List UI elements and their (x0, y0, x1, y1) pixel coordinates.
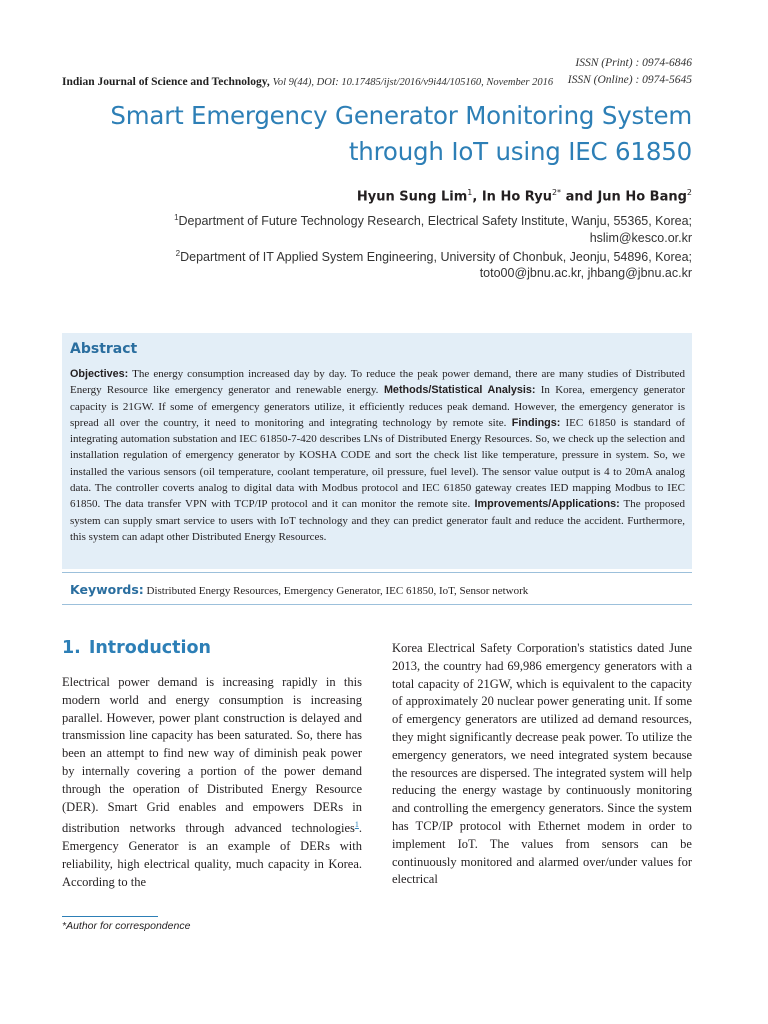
section-title: Introduction (88, 638, 212, 658)
intro-paragraph-cont: . Emergency Generator is an example of DERs with reliability, high electrical quality, much capacity in Korea. According to the (62, 821, 362, 889)
section-number: 1. (62, 638, 81, 658)
author-name: In Ho Ryu (481, 189, 552, 205)
keywords-top-rule (62, 572, 692, 573)
journal-meta: Vol 9(44), DOI: 10.17485/ijst/2016/v9i44/105160, November 2016 (272, 77, 554, 88)
affiliation-2-email: toto00@jbnu.ac.kr, jhbang@jbnu.ac.kr (479, 266, 692, 280)
author-name: Hyun Sung Lim (356, 189, 468, 205)
abstract-body (70, 366, 685, 545)
author-separator: , (472, 189, 482, 205)
abstract-objectives-text: The energy consumption increased day by day. To reduce the peak power demand, there are many studies of Distributed Energy Resource like emergency generator and renewable energy. (70, 368, 685, 397)
affiliation-1-email: hslim@kesco.or.kr (589, 231, 692, 245)
intro-paragraph: Electrical power demand is increasing rapidly in this modern world and energy consumption is increasing parallel. However, power plant construction is delayed and transmission line capacity has been saturated. So, there has been an attempt to find new way of diminish peak power by internally covering a portion of the power demand through the operation of Distributed Energy Resource (DER). Smart Grid enables and empowers DERs in distribution networks through advanced technologies (62, 675, 362, 836)
abstract-findings-text: IEC 61850 is standard of integrating automation substation and IEC 61850-7-420 describes LNs of Distributed Energy Resources. So, we check up the selection and installation regulation of emergency generator by KOSHA CODE and sort the check list like temperature, pressure in system. So, we installed the various sensors (oil temperature, coolant temperature, oil pressure, fuel level). The sensor value output is 4 to 20mA analog data. The controller coverts analog to digital data with Modbus protocol and IEC 61850 gateway creates IED mapping Modbus to IEC 61850. The data transfer VPN with TCP/IP protocol and it can monitor the remote site. (70, 416, 686, 511)
author-separator: and (561, 189, 598, 205)
keywords-label: Keywords: (70, 582, 144, 597)
keywords-text: Distributed Energy Resources, Emergency Generator, IEC 61850, IoT, Sensor network (143, 585, 529, 597)
paper-title: Smart Emergency Generator Monitoring System through IoT using IEC 61850 (110, 101, 692, 166)
abstract-label-improvements: Improvements/Applications: (470, 498, 620, 511)
author-affiliation-mark: 2 (686, 188, 692, 197)
section-heading (62, 638, 211, 658)
abstract-methods-text: In Korea, emergency generator capacity is 21GW. If some of emergency generators utilize, it efficiently reduces peak demand. However, the emergency generator is spread all over the country, it need to monitoring and integrating technology by remote site. (70, 384, 685, 429)
author-affiliation-mark: 2* (551, 188, 562, 197)
keywords-bottom-rule (62, 604, 692, 605)
affiliation-2 (176, 249, 692, 264)
affiliation-mark: 2 (175, 249, 181, 258)
abstract-label-findings: Findings: (506, 416, 561, 429)
footnote: *Author for correspondence (62, 920, 191, 932)
affiliation-mark: 1 (174, 213, 179, 222)
issn-online: ISSN (Online) : 0974-5645 (567, 74, 692, 86)
author-affiliation-mark: 1 (467, 188, 473, 197)
journal-name: Indian Journal of Science and Technology, (62, 76, 270, 88)
footnote-rule (62, 916, 158, 917)
abstract-improvements-text: The proposed system can supply smart service to users with IoT technology and they can predict generator fault and reduce the accident. Furthermore, this system can adapt other Distributed Energy Resources. (70, 498, 686, 543)
issn-print: ISSN (Print) : 0974-6846 (575, 57, 692, 69)
affiliation-text: Department of IT Applied System Engineering, University of Chonbuk, Jeonju, 54896, Korea; (180, 250, 692, 265)
affiliation-1 (174, 213, 692, 228)
keywords-line (70, 582, 528, 597)
intro-right-column: Korea Electrical Safety Corporation's statistics dated June 2013, the country had 69,986 emergency generators with a total capacity of 21GW, which is equivalent to the capacity of approximately 20 nuclear power generating unit. If some of emergency generators are utilized ad demand resources, they might significantly decrease peak power. To utilize the emergency generators, we need integrated system because the resources are dispersed. The integrated system will help reducing the energy wastage by continuously monitoring and controlling the emergency generators. Since the system has TCP/IP protocol with Ethernet modem in order to implement IoT. The values from sensors can be continuously monitored and alarmed over/under values for electrical (392, 641, 692, 887)
author-name: Jun Ho Bang (597, 189, 687, 205)
journal-citation (62, 76, 553, 88)
abstract-label-objectives: Objectives: (70, 368, 129, 380)
affiliation-text: Department of Future Technology Research, Electrical Safety Institute, Wanju, 55365, Korea; (178, 214, 692, 229)
abstract-heading: Abstract (70, 341, 138, 357)
citation-link[interactable]: 1 (354, 820, 359, 830)
author-list (357, 188, 692, 204)
abstract-label-methods: Methods/Statistical Analysis: (378, 384, 536, 397)
intro-left-column (62, 674, 362, 892)
